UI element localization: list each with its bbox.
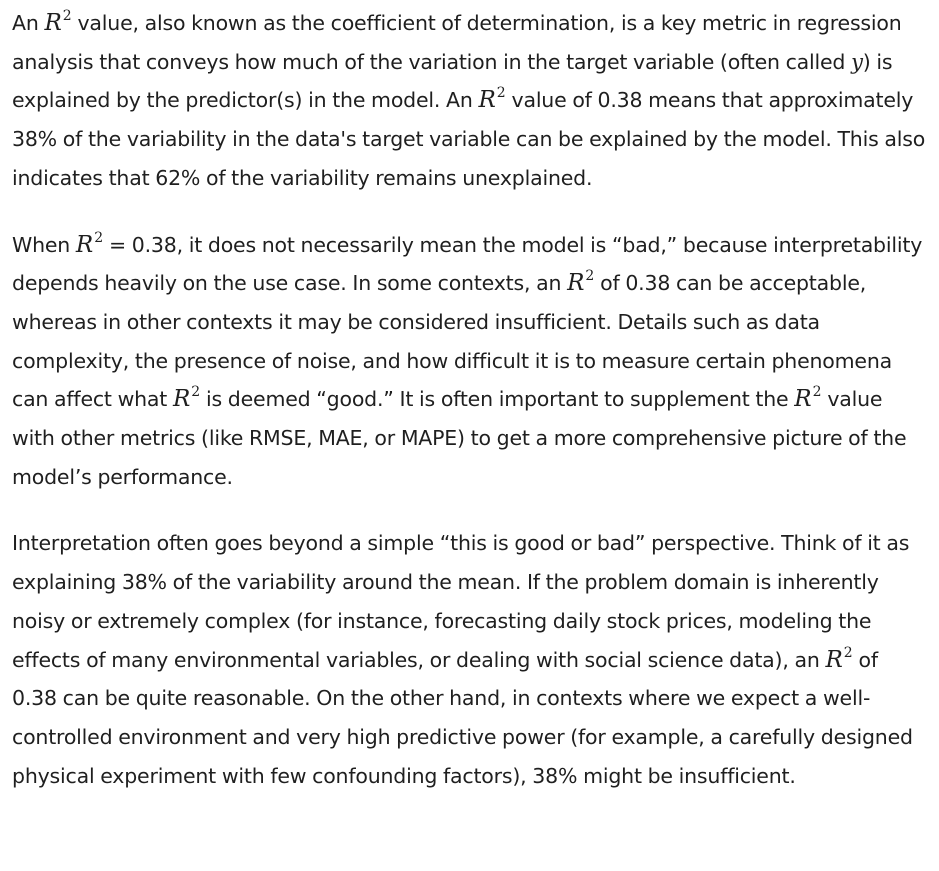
r-squared-symbol: $R^2$ xyxy=(567,268,595,297)
text-span: An xyxy=(12,11,45,35)
text-span: of 0.38 can be quite reasonable. On the other hand, in contexts where we expect a well-controlled environment and very high predictive power (for example, a carefully designed physical experiment with few confounding factors), 38% might be insufficient. xyxy=(12,647,913,788)
r-squared-symbol: $R^2$ xyxy=(75,229,104,258)
document-body xyxy=(12,4,927,823)
text-span: of 0.38 can be acceptable, whereas in other contexts it may be considered insufficient. Details such as data complexity, the presence of noise, and how difficult it is to measure certain phenomena can affect what xyxy=(12,271,892,412)
text-span: is deemed “good.” It is often important to supplement the xyxy=(200,387,795,412)
text-span: = 0.38, it does not necessarily mean the model is “bad,” because interpretability depends heavily on the use case. In some contexts, an xyxy=(12,232,923,296)
paragraph-definition xyxy=(12,4,927,198)
text-span: Interpretation often goes beyond a simple “this is good or bad” perspective. Think of it as explaining 38% of the variability around the mean. If the problem domain is inherently noisy or extremely complex (for instance, forecasting daily stock prices, modeling the effects of many environmental variables, or dealing with social science data), an xyxy=(12,531,910,672)
r-squared-symbol: $R^2$ xyxy=(794,384,822,413)
r-squared-symbol: $R^2$ xyxy=(478,85,506,114)
text-span: ) is explained by the predictor(s) in the model. An xyxy=(12,49,893,113)
r-squared-symbol: $R^2$ xyxy=(172,384,201,413)
text-span: value, also known as the coefficient of determination, is a key metric in regression analysis that conveys how much of the variation in the target variable (often called xyxy=(12,11,902,74)
paragraph-context xyxy=(12,226,927,497)
text-span: When xyxy=(12,232,76,257)
r-squared-symbol: $R^2$ xyxy=(825,644,853,673)
text-span: value with other metrics (like RMSE, MAE, or MAPE) to get a more comprehensive picture of the model’s performance. xyxy=(12,387,907,489)
paragraph-interpretation xyxy=(12,524,927,795)
text-span: value of 0.38 means that approximately 38% of the variability in the data's target variable can be explained by the model. This also indicates that 62% of the variability remains unexplained. xyxy=(12,88,926,190)
y-symbol: y xyxy=(851,49,863,74)
r-squared-symbol: $R^2$ xyxy=(44,8,72,36)
